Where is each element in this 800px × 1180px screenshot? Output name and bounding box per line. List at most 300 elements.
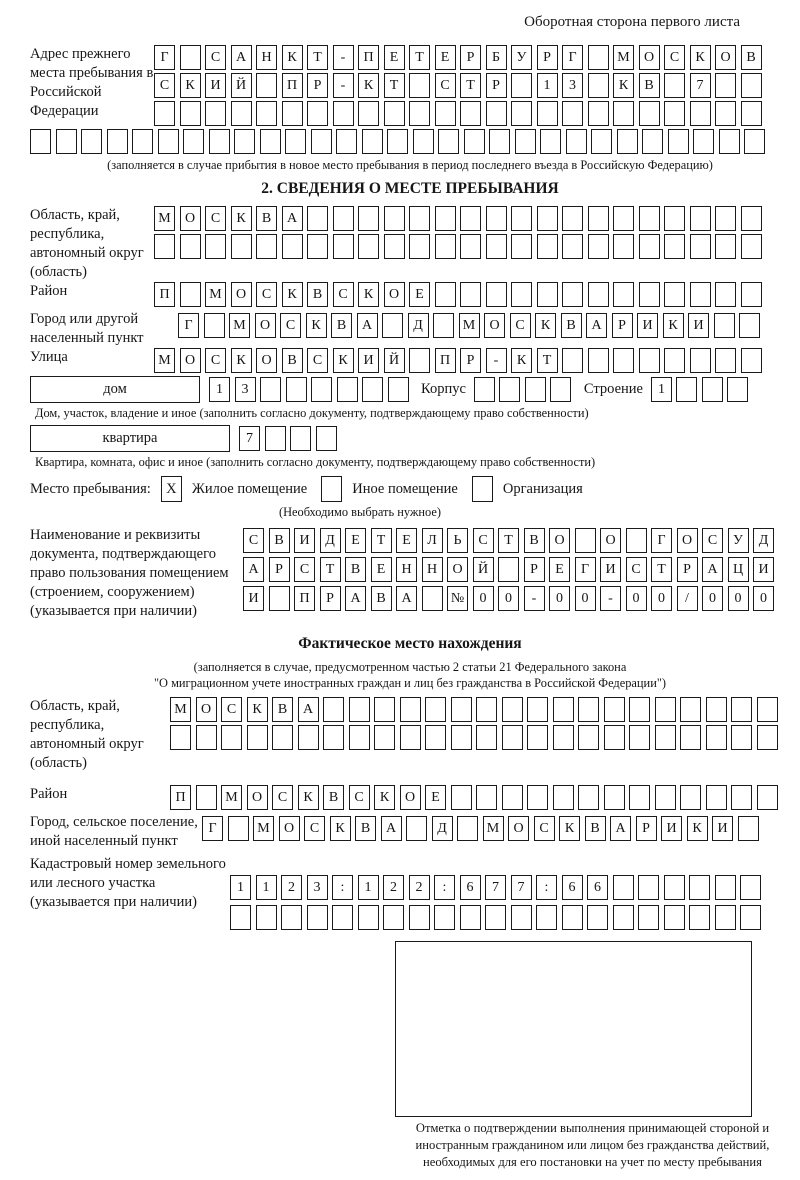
- char-cell[interactable]: Р: [320, 586, 341, 611]
- char-cell[interactable]: [451, 697, 472, 722]
- char-cell[interactable]: [664, 905, 685, 930]
- char-cell[interactable]: С: [473, 528, 494, 553]
- char-cell[interactable]: У: [728, 528, 749, 553]
- char-cell[interactable]: Д: [408, 313, 429, 338]
- char-cell[interactable]: [676, 377, 697, 402]
- char-cell[interactable]: [422, 586, 443, 611]
- char-cell[interactable]: [664, 234, 685, 259]
- char-cell[interactable]: [498, 557, 519, 582]
- char-cell[interactable]: [629, 725, 650, 750]
- char-cell[interactable]: [183, 129, 204, 154]
- char-cell[interactable]: А: [586, 313, 607, 338]
- char-cell[interactable]: Т: [320, 557, 341, 582]
- char-cell[interactable]: 2: [409, 875, 430, 900]
- char-cell[interactable]: 0: [473, 586, 494, 611]
- char-cell[interactable]: Н: [422, 557, 443, 582]
- char-cell[interactable]: [537, 234, 558, 259]
- char-cell[interactable]: [256, 101, 277, 126]
- char-cell[interactable]: [256, 905, 277, 930]
- char-cell[interactable]: [562, 348, 583, 373]
- char-cell[interactable]: [476, 785, 497, 810]
- char-cell[interactable]: [231, 101, 252, 126]
- char-cell[interactable]: А: [396, 586, 417, 611]
- char-cell[interactable]: [333, 234, 354, 259]
- char-cell[interactable]: 7: [485, 875, 506, 900]
- char-cell[interactable]: К: [298, 785, 319, 810]
- char-cell[interactable]: О: [196, 697, 217, 722]
- char-cell[interactable]: С: [205, 206, 226, 231]
- char-cell[interactable]: [693, 129, 714, 154]
- char-cell[interactable]: О: [256, 348, 277, 373]
- char-cell[interactable]: [741, 348, 762, 373]
- char-cell[interactable]: [719, 129, 740, 154]
- char-cell[interactable]: К: [180, 73, 201, 98]
- char-cell[interactable]: [451, 785, 472, 810]
- char-cell[interactable]: [180, 101, 201, 126]
- char-cell[interactable]: [502, 697, 523, 722]
- char-cell[interactable]: [180, 234, 201, 259]
- char-cell[interactable]: [639, 101, 660, 126]
- char-cell[interactable]: [476, 697, 497, 722]
- char-cell[interactable]: 0: [651, 586, 672, 611]
- char-cell[interactable]: А: [610, 816, 631, 841]
- char-cell[interactable]: 1: [651, 377, 672, 402]
- char-cell[interactable]: К: [687, 816, 708, 841]
- char-cell[interactable]: К: [231, 206, 252, 231]
- char-cell[interactable]: [460, 282, 481, 307]
- char-cell[interactable]: -: [333, 45, 354, 70]
- char-cell[interactable]: Т: [371, 528, 392, 553]
- char-cell[interactable]: Д: [320, 528, 341, 553]
- char-cell[interactable]: О: [508, 816, 529, 841]
- char-cell[interactable]: [374, 725, 395, 750]
- char-cell[interactable]: К: [663, 313, 684, 338]
- char-cell[interactable]: [626, 528, 647, 553]
- char-cell[interactable]: [562, 206, 583, 231]
- char-cell[interactable]: И: [205, 73, 226, 98]
- char-cell[interactable]: С: [333, 282, 354, 307]
- char-cell[interactable]: [285, 129, 306, 154]
- char-cell[interactable]: Г: [575, 557, 596, 582]
- char-cell[interactable]: [460, 206, 481, 231]
- char-cell[interactable]: [715, 101, 736, 126]
- char-cell[interactable]: [655, 697, 676, 722]
- char-cell[interactable]: [731, 785, 752, 810]
- char-cell[interactable]: В: [524, 528, 545, 553]
- char-cell[interactable]: К: [511, 348, 532, 373]
- char-cell[interactable]: [575, 528, 596, 553]
- char-cell[interactable]: [664, 206, 685, 231]
- char-cell[interactable]: [525, 377, 546, 402]
- char-cell[interactable]: Е: [409, 282, 430, 307]
- char-cell[interactable]: [588, 282, 609, 307]
- char-cell[interactable]: Е: [435, 45, 456, 70]
- char-cell[interactable]: [272, 725, 293, 750]
- char-cell[interactable]: И: [358, 348, 379, 373]
- char-cell[interactable]: [690, 206, 711, 231]
- char-cell[interactable]: [425, 725, 446, 750]
- char-cell[interactable]: Т: [307, 45, 328, 70]
- char-cell[interactable]: И: [688, 313, 709, 338]
- char-cell[interactable]: К: [559, 816, 580, 841]
- char-cell[interactable]: 3: [235, 377, 256, 402]
- char-cell[interactable]: [715, 206, 736, 231]
- char-cell[interactable]: [409, 905, 430, 930]
- char-cell[interactable]: [741, 206, 762, 231]
- char-cell[interactable]: С: [205, 348, 226, 373]
- char-cell[interactable]: Р: [524, 557, 545, 582]
- char-cell[interactable]: О: [180, 348, 201, 373]
- char-cell[interactable]: К: [613, 73, 634, 98]
- char-cell[interactable]: [435, 282, 456, 307]
- char-cell[interactable]: 0: [702, 586, 723, 611]
- char-cell[interactable]: 2: [281, 875, 302, 900]
- char-cell[interactable]: [757, 725, 778, 750]
- char-cell[interactable]: А: [243, 557, 264, 582]
- char-cell[interactable]: А: [282, 206, 303, 231]
- char-cell[interactable]: И: [243, 586, 264, 611]
- char-cell[interactable]: [702, 377, 723, 402]
- char-cell[interactable]: [714, 313, 735, 338]
- char-cell[interactable]: С: [510, 313, 531, 338]
- char-cell[interactable]: К: [330, 816, 351, 841]
- char-cell[interactable]: [158, 129, 179, 154]
- char-cell[interactable]: [316, 426, 337, 451]
- char-cell[interactable]: И: [753, 557, 774, 582]
- house-type-box[interactable]: дом: [30, 376, 200, 403]
- char-cell[interactable]: В: [282, 348, 303, 373]
- char-cell[interactable]: [689, 875, 710, 900]
- char-cell[interactable]: [706, 697, 727, 722]
- char-cell[interactable]: 1: [256, 875, 277, 900]
- char-cell[interactable]: [744, 129, 765, 154]
- char-cell[interactable]: О: [600, 528, 621, 553]
- char-cell[interactable]: Г: [202, 816, 223, 841]
- char-cell[interactable]: [638, 875, 659, 900]
- char-cell[interactable]: В: [639, 73, 660, 98]
- char-cell[interactable]: И: [637, 313, 658, 338]
- char-cell[interactable]: [540, 129, 561, 154]
- char-cell[interactable]: С: [307, 348, 328, 373]
- char-cell[interactable]: 3: [562, 73, 583, 98]
- char-cell[interactable]: В: [269, 528, 290, 553]
- char-cell[interactable]: [180, 282, 201, 307]
- char-cell[interactable]: Ц: [728, 557, 749, 582]
- char-cell[interactable]: С: [272, 785, 293, 810]
- char-cell[interactable]: А: [357, 313, 378, 338]
- char-cell[interactable]: Г: [154, 45, 175, 70]
- char-cell[interactable]: Е: [425, 785, 446, 810]
- char-cell[interactable]: О: [677, 528, 698, 553]
- char-cell[interactable]: 3: [307, 875, 328, 900]
- char-cell[interactable]: [56, 129, 77, 154]
- char-cell[interactable]: Р: [307, 73, 328, 98]
- char-cell[interactable]: [154, 234, 175, 259]
- char-cell[interactable]: [170, 725, 191, 750]
- char-cell[interactable]: [588, 45, 609, 70]
- char-cell[interactable]: [613, 206, 634, 231]
- char-cell[interactable]: О: [549, 528, 570, 553]
- char-cell[interactable]: [358, 234, 379, 259]
- char-cell[interactable]: [400, 725, 421, 750]
- char-cell[interactable]: [323, 725, 344, 750]
- char-cell[interactable]: О: [384, 282, 405, 307]
- char-cell[interactable]: [358, 905, 379, 930]
- char-cell[interactable]: Й: [231, 73, 252, 98]
- char-cell[interactable]: С: [294, 557, 315, 582]
- char-cell[interactable]: [537, 206, 558, 231]
- char-cell[interactable]: [349, 697, 370, 722]
- char-cell[interactable]: [474, 377, 495, 402]
- char-cell[interactable]: 1: [209, 377, 230, 402]
- char-cell[interactable]: Р: [486, 73, 507, 98]
- char-cell[interactable]: [286, 377, 307, 402]
- char-cell[interactable]: [307, 206, 328, 231]
- char-cell[interactable]: [132, 129, 153, 154]
- char-cell[interactable]: С: [534, 816, 555, 841]
- char-cell[interactable]: [739, 313, 760, 338]
- char-cell[interactable]: Е: [384, 45, 405, 70]
- char-cell[interactable]: [413, 129, 434, 154]
- char-cell[interactable]: Д: [432, 816, 453, 841]
- char-cell[interactable]: Р: [460, 348, 481, 373]
- char-cell[interactable]: А: [702, 557, 723, 582]
- char-cell[interactable]: [613, 101, 634, 126]
- char-cell[interactable]: [247, 725, 268, 750]
- apartment-type-box[interactable]: квартира: [30, 425, 230, 452]
- char-cell[interactable]: [553, 697, 574, 722]
- char-cell[interactable]: [690, 282, 711, 307]
- char-cell[interactable]: [527, 697, 548, 722]
- char-cell[interactable]: С: [349, 785, 370, 810]
- char-cell[interactable]: [588, 73, 609, 98]
- char-cell[interactable]: -: [486, 348, 507, 373]
- char-cell[interactable]: [690, 234, 711, 259]
- char-cell[interactable]: [587, 905, 608, 930]
- char-cell[interactable]: 7: [239, 426, 260, 451]
- char-cell[interactable]: [664, 875, 685, 900]
- char-cell[interactable]: [406, 816, 427, 841]
- char-cell[interactable]: [409, 348, 430, 373]
- char-cell[interactable]: Г: [651, 528, 672, 553]
- char-cell[interactable]: [664, 101, 685, 126]
- char-cell[interactable]: [511, 905, 532, 930]
- char-cell[interactable]: И: [294, 528, 315, 553]
- char-cell[interactable]: [349, 725, 370, 750]
- char-cell[interactable]: [209, 129, 230, 154]
- char-cell[interactable]: [715, 348, 736, 373]
- char-cell[interactable]: [511, 101, 532, 126]
- char-cell[interactable]: [613, 875, 634, 900]
- char-cell[interactable]: [680, 725, 701, 750]
- char-cell[interactable]: С: [205, 45, 226, 70]
- char-cell[interactable]: М: [205, 282, 226, 307]
- char-cell[interactable]: [256, 234, 277, 259]
- char-cell[interactable]: [527, 785, 548, 810]
- char-cell[interactable]: Р: [636, 816, 657, 841]
- char-cell[interactable]: 0: [549, 586, 570, 611]
- char-cell[interactable]: [740, 905, 761, 930]
- char-cell[interactable]: :: [536, 875, 557, 900]
- char-cell[interactable]: С: [243, 528, 264, 553]
- char-cell[interactable]: С: [702, 528, 723, 553]
- char-cell[interactable]: Ь: [447, 528, 468, 553]
- char-cell[interactable]: [204, 313, 225, 338]
- char-cell[interactable]: [196, 725, 217, 750]
- char-cell[interactable]: [282, 234, 303, 259]
- char-cell[interactable]: Н: [396, 557, 417, 582]
- char-cell[interactable]: М: [613, 45, 634, 70]
- char-cell[interactable]: [562, 282, 583, 307]
- char-cell[interactable]: [741, 282, 762, 307]
- char-cell[interactable]: 0: [753, 586, 774, 611]
- char-cell[interactable]: 7: [690, 73, 711, 98]
- char-cell[interactable]: С: [626, 557, 647, 582]
- char-cell[interactable]: [655, 725, 676, 750]
- char-cell[interactable]: [706, 785, 727, 810]
- char-cell[interactable]: М: [253, 816, 274, 841]
- char-cell[interactable]: [323, 697, 344, 722]
- char-cell[interactable]: [757, 697, 778, 722]
- char-cell[interactable]: М: [221, 785, 242, 810]
- char-cell[interactable]: [234, 129, 255, 154]
- char-cell[interactable]: Т: [409, 45, 430, 70]
- char-cell[interactable]: [409, 234, 430, 259]
- char-cell[interactable]: О: [400, 785, 421, 810]
- char-cell[interactable]: [638, 905, 659, 930]
- char-cell[interactable]: -: [600, 586, 621, 611]
- char-cell[interactable]: [384, 206, 405, 231]
- char-cell[interactable]: [358, 101, 379, 126]
- char-cell[interactable]: [613, 348, 634, 373]
- char-cell[interactable]: [460, 101, 481, 126]
- char-cell[interactable]: [400, 697, 421, 722]
- char-cell[interactable]: [486, 101, 507, 126]
- checkbox-organization[interactable]: [472, 476, 493, 502]
- char-cell[interactable]: [562, 234, 583, 259]
- char-cell[interactable]: 7: [511, 875, 532, 900]
- char-cell[interactable]: М: [483, 816, 504, 841]
- char-cell[interactable]: Р: [460, 45, 481, 70]
- char-cell[interactable]: [384, 101, 405, 126]
- char-cell[interactable]: [228, 816, 249, 841]
- char-cell[interactable]: 0: [498, 586, 519, 611]
- char-cell[interactable]: И: [661, 816, 682, 841]
- char-cell[interactable]: [260, 129, 281, 154]
- char-cell[interactable]: П: [282, 73, 303, 98]
- char-cell[interactable]: [664, 73, 685, 98]
- char-cell[interactable]: О: [639, 45, 660, 70]
- char-cell[interactable]: Е: [549, 557, 570, 582]
- char-cell[interactable]: О: [180, 206, 201, 231]
- char-cell[interactable]: [731, 697, 752, 722]
- char-cell[interactable]: [741, 234, 762, 259]
- char-cell[interactable]: В: [585, 816, 606, 841]
- char-cell[interactable]: [511, 234, 532, 259]
- char-cell[interactable]: [435, 206, 456, 231]
- char-cell[interactable]: [741, 101, 762, 126]
- char-cell[interactable]: С: [304, 816, 325, 841]
- char-cell[interactable]: [738, 816, 759, 841]
- char-cell[interactable]: [680, 697, 701, 722]
- char-cell[interactable]: [731, 725, 752, 750]
- char-cell[interactable]: Р: [537, 45, 558, 70]
- char-cell[interactable]: [639, 348, 660, 373]
- char-cell[interactable]: [281, 905, 302, 930]
- char-cell[interactable]: С: [664, 45, 685, 70]
- char-cell[interactable]: П: [435, 348, 456, 373]
- char-cell[interactable]: О: [447, 557, 468, 582]
- char-cell[interactable]: 6: [460, 875, 481, 900]
- char-cell[interactable]: [435, 234, 456, 259]
- char-cell[interactable]: Й: [473, 557, 494, 582]
- char-cell[interactable]: [537, 101, 558, 126]
- char-cell[interactable]: [438, 129, 459, 154]
- char-cell[interactable]: И: [600, 557, 621, 582]
- char-cell[interactable]: В: [331, 313, 352, 338]
- char-cell[interactable]: :: [434, 875, 455, 900]
- char-cell[interactable]: В: [355, 816, 376, 841]
- char-cell[interactable]: [566, 129, 587, 154]
- char-cell[interactable]: Т: [537, 348, 558, 373]
- char-cell[interactable]: [180, 45, 201, 70]
- char-cell[interactable]: К: [358, 73, 379, 98]
- char-cell[interactable]: О: [231, 282, 252, 307]
- char-cell[interactable]: И: [712, 816, 733, 841]
- char-cell[interactable]: [311, 129, 332, 154]
- char-cell[interactable]: [639, 206, 660, 231]
- char-cell[interactable]: 1: [537, 73, 558, 98]
- char-cell[interactable]: [536, 905, 557, 930]
- char-cell[interactable]: [382, 313, 403, 338]
- char-cell[interactable]: О: [715, 45, 736, 70]
- char-cell[interactable]: [298, 725, 319, 750]
- char-cell[interactable]: [515, 129, 536, 154]
- char-cell[interactable]: [511, 282, 532, 307]
- char-cell[interactable]: [502, 785, 523, 810]
- char-cell[interactable]: [588, 234, 609, 259]
- char-cell[interactable]: [333, 101, 354, 126]
- char-cell[interactable]: [715, 905, 736, 930]
- char-cell[interactable]: [689, 905, 710, 930]
- char-cell[interactable]: [265, 426, 286, 451]
- char-cell[interactable]: [154, 101, 175, 126]
- char-cell[interactable]: [476, 725, 497, 750]
- char-cell[interactable]: [613, 234, 634, 259]
- char-cell[interactable]: [757, 785, 778, 810]
- char-cell[interactable]: [617, 129, 638, 154]
- char-cell[interactable]: [690, 101, 711, 126]
- char-cell[interactable]: А: [381, 816, 402, 841]
- char-cell[interactable]: К: [247, 697, 268, 722]
- char-cell[interactable]: [362, 129, 383, 154]
- char-cell[interactable]: В: [371, 586, 392, 611]
- char-cell[interactable]: [642, 129, 663, 154]
- char-cell[interactable]: Е: [371, 557, 392, 582]
- char-cell[interactable]: А: [231, 45, 252, 70]
- char-cell[interactable]: О: [247, 785, 268, 810]
- char-cell[interactable]: [489, 129, 510, 154]
- char-cell[interactable]: Р: [269, 557, 290, 582]
- char-cell[interactable]: [332, 905, 353, 930]
- char-cell[interactable]: М: [154, 348, 175, 373]
- char-cell[interactable]: 1: [358, 875, 379, 900]
- char-cell[interactable]: [537, 282, 558, 307]
- char-cell[interactable]: [588, 206, 609, 231]
- char-cell[interactable]: [205, 234, 226, 259]
- char-cell[interactable]: [307, 101, 328, 126]
- char-cell[interactable]: Р: [612, 313, 633, 338]
